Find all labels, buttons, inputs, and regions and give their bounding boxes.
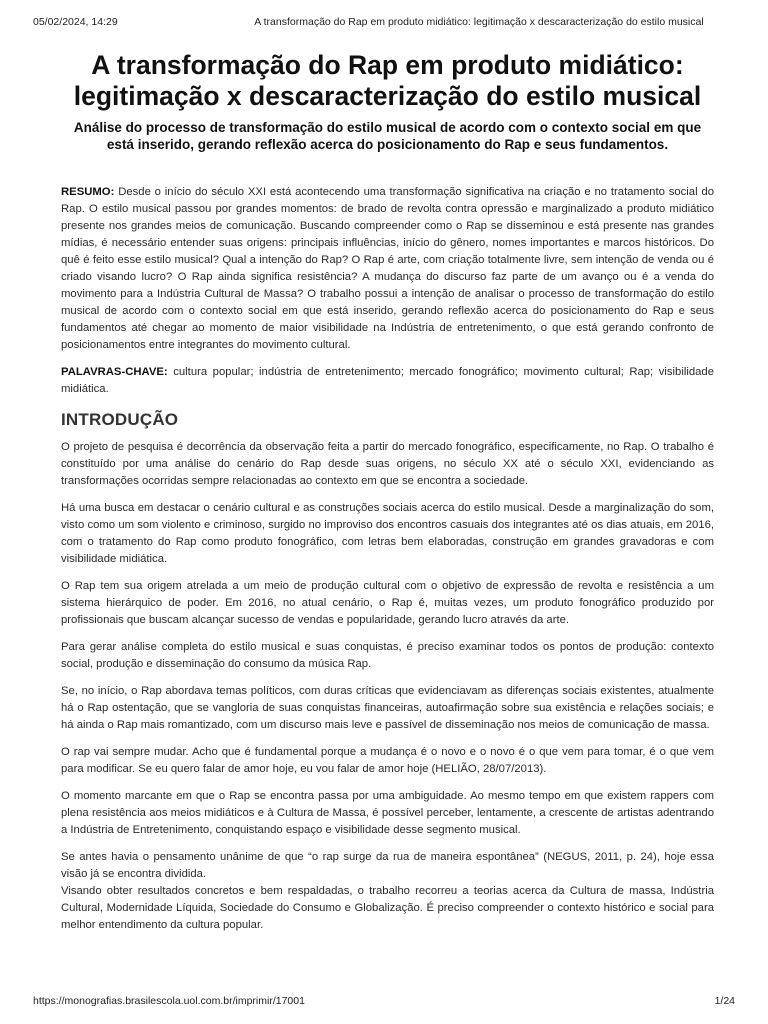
paragraph: Para gerar análise completa do estilo musical e suas conquistas, é preciso examinar todos os pontos de produção: contexto social, produção e disseminação do consumo da música Rap. xyxy=(61,641,714,670)
paragraph: Se antes havia o pensamento unânime de que “o rap surge da rua de maneira espontânea” (NEGUS, 2011, p. 24), hoje essa visão já se encontra dividida. xyxy=(61,851,714,880)
print-datetime: 05/02/2024, 14:29 xyxy=(33,16,118,28)
keywords-label: PALAVRAS-CHAVE: xyxy=(61,366,168,378)
page-number: 1/24 xyxy=(714,995,735,1007)
keywords-text: cultura popular; indústria de entretenimento; mercado fonográfico; movimento cultural; Rap; visibilidade midiática. xyxy=(61,366,714,395)
keywords xyxy=(61,364,714,398)
abstract-label: RESUMO: xyxy=(61,186,115,198)
abstract xyxy=(61,184,714,354)
print-header xyxy=(33,16,735,30)
paragraph: O Rap tem sua origem atrelada a um meio de produção cultural com o objetivo de expressão de revolta e resistência a um sistema hierárquico de poder. Em 2016, no atual cenário, o Rap é, muitas vezes, um produto fonográfico produzido por profissionais que buscam alcançar sucesso de vendas e popularidade, gerando lucro através da arte. xyxy=(61,580,714,626)
print-doc-title: A transformação do Rap em produto midiático: legitimação x descaracterização do estilo musical xyxy=(254,16,704,28)
print-footer xyxy=(33,995,735,1009)
paragraph: O projeto de pesquisa é decorrência da observação feita a partir do mercado fonográfico, especificamente, no Rap. O trabalho é constituído por uma análise do cenário do Rap desde suas origens, no século XX até o século XXI, evidenciando as transformações ocorridas sempre relacionadas ao contexto em que se encontra a sociedade. xyxy=(61,441,714,487)
abstract-text: Desde o início do século XXI está acontecendo uma transformação significativa na criação e no tratamento social do Rap. O estilo musical passou por grandes momentos: de brado de revolta contra opressão e marginalizado a produto midiático presente nos grandes meios de comunicação. Buscando compreender como o Rap se disseminou e está presente nas grandes mídias, é necessário entender suas origens: principais influências, início do gênero, nomes importantes e marcos históricos. Do quê é feito esse estilo musical? Qual a intenção do Rap? O Rap é arte, com criação totalmente livre, sem intenção de venda ou é criado visando lucro? O Rap ainda significa resistência? A mudança do discurso faz parte de um avanço ou é a venda do movimento para a Indústria Cultural de Massa? O trabalho possui a intenção de analisar o processo de transformação do estilo musical de acordo com o contexto social em que está inserido, gerando reflexão acerca do posicionamento do Rap e seus fundamentos até chegar ao momento de maior visibilidade na Indústria de entretenimento, o que está gerando confronto de posicionamentos entre integrantes do movimento cultural. xyxy=(61,186,714,351)
print-url: https://monografias.brasilescola.uol.com.br/imprimir/17001 xyxy=(33,995,305,1007)
paragraph: Se, no início, o Rap abordava temas políticos, com duras críticas que evidenciavam as diferenças sociais existentes, atualmente há o Rap ostentação, que se vangloria de suas conquistas financeiras, autoafirmação sobre sua existência e relações sociais; e há ainda o Rap mais romantizado, com um discurso mais leve e passível de disseminação nos meios de comunicação de massa. xyxy=(61,685,714,731)
paragraph: Visando obter resultados concretos e bem respaldadas, o trabalho recorreu a teorias acerca da Cultura de massa, Indústria Cultural, Modernidade Líquida, Sociedade do Consumo e Globalização. É preciso compreender o contexto histórico e social para melhor entendimento da cultura popular. xyxy=(61,885,714,931)
section-heading-introducao: INTRODUÇÃO xyxy=(61,410,179,429)
article-subtitle: Análise do processo de transformação do estilo musical de acordo com o contexto social em que está inserido, gerando reflexão acerca do posicionamento do Rap e seus fundamentos. xyxy=(73,120,702,152)
paragraph: O momento marcante em que o Rap se encontra passa por uma ambiguidade. Ao mesmo tempo em que existem rappers com plena resistência aos meios midiáticos e à Cultura de Massa, é possível perceber, lentamente, a crescente de artistas adentrando a Indústria de Entretenimento, conquistando espaço e visibilidade desse segmento musical. xyxy=(61,790,714,836)
quote-paragraph: O rap vai sempre mudar. Acho que é fundamental porque a mudança é o novo e o novo é o que vem para tomar, é o que vem para modificar. Se eu quero falar de amor hoje, eu vou falar de amor hoje (HELIÃO, 28/07/2013). xyxy=(61,746,714,775)
article xyxy=(61,50,714,934)
intro-body xyxy=(61,439,714,934)
paragraph: Há uma busca em destacar o cenário cultural e as construções sociais acerca do estilo musical. Desde a marginalização do som, visto como um som violento e criminoso, surgido no improviso dos encontros casuais dos integrantes até os dias atuais, em 2016, com o tratamento do Rap como produto fonográfico, com letras bem elaboradas, construção em grandes gravadoras e com visibilidade midiática. xyxy=(61,502,714,565)
article-title: A transformação do Rap em produto midiático: legitimação x descaracterização do estilo musical xyxy=(73,50,702,111)
